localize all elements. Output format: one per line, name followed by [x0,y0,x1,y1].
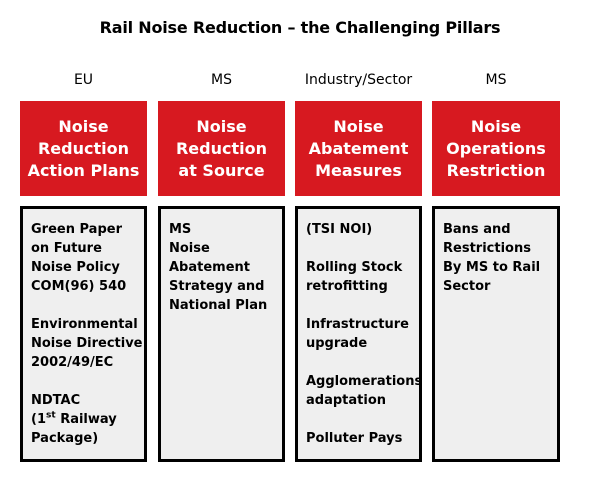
pillar-item: (TSI NOI) [306,222,373,237]
pillar-item: Bans and Restrictions By MS to Rail Sector [443,222,541,294]
pillar-item: Rolling Stock retrofitting [306,260,403,294]
pillar-owner-ms: MS [211,72,232,88]
pillar-heading-noise-operations-restriction: Noise Operations Restriction [432,101,560,196]
pillar-heading-noise-abatement-measures: Noise Abatement Measures [295,101,422,196]
pillar-body-noise-reduction-at-source [158,206,285,462]
pillar-heading-noise-reduction-action-plans: Noise Reduction Action Plans [20,101,147,196]
diagram-title: Rail Noise Reduction – the Challenging Pillars [99,18,501,37]
pillar-item: Infrastructure upgrade [306,317,409,351]
pillar-item: MS Noise Abatement Strategy and National Plan [169,222,268,313]
pillar-item: Agglomerations adaptation [306,374,423,408]
pillar-item-text: NDTAC (1 [31,393,81,427]
pillar-body-noise-reduction-action-plans [20,206,147,462]
pillar-owner-eu: EU [73,72,94,88]
pillar-owner-ms: MS [485,72,507,88]
pillar-item [31,391,144,448]
pillar-item: Green Paper on Future Noise Policy COM(96) 540 [31,222,127,294]
pillar-heading-noise-reduction-at-source: Noise Reduction at Source [158,101,285,196]
pillar-item: Polluter Pays [306,431,403,446]
pillar-owner-industry-sector: Industry/Sector [304,72,413,88]
pillar-item-text: Railway Package) [31,412,117,446]
pillar-body-noise-abatement-measures [295,206,422,462]
pillar-item: Environmental Noise Directive 2002/49/EC [31,317,143,370]
pillar-body-noise-operations-restriction [432,206,560,462]
ordinal-suffix: st [46,410,56,421]
